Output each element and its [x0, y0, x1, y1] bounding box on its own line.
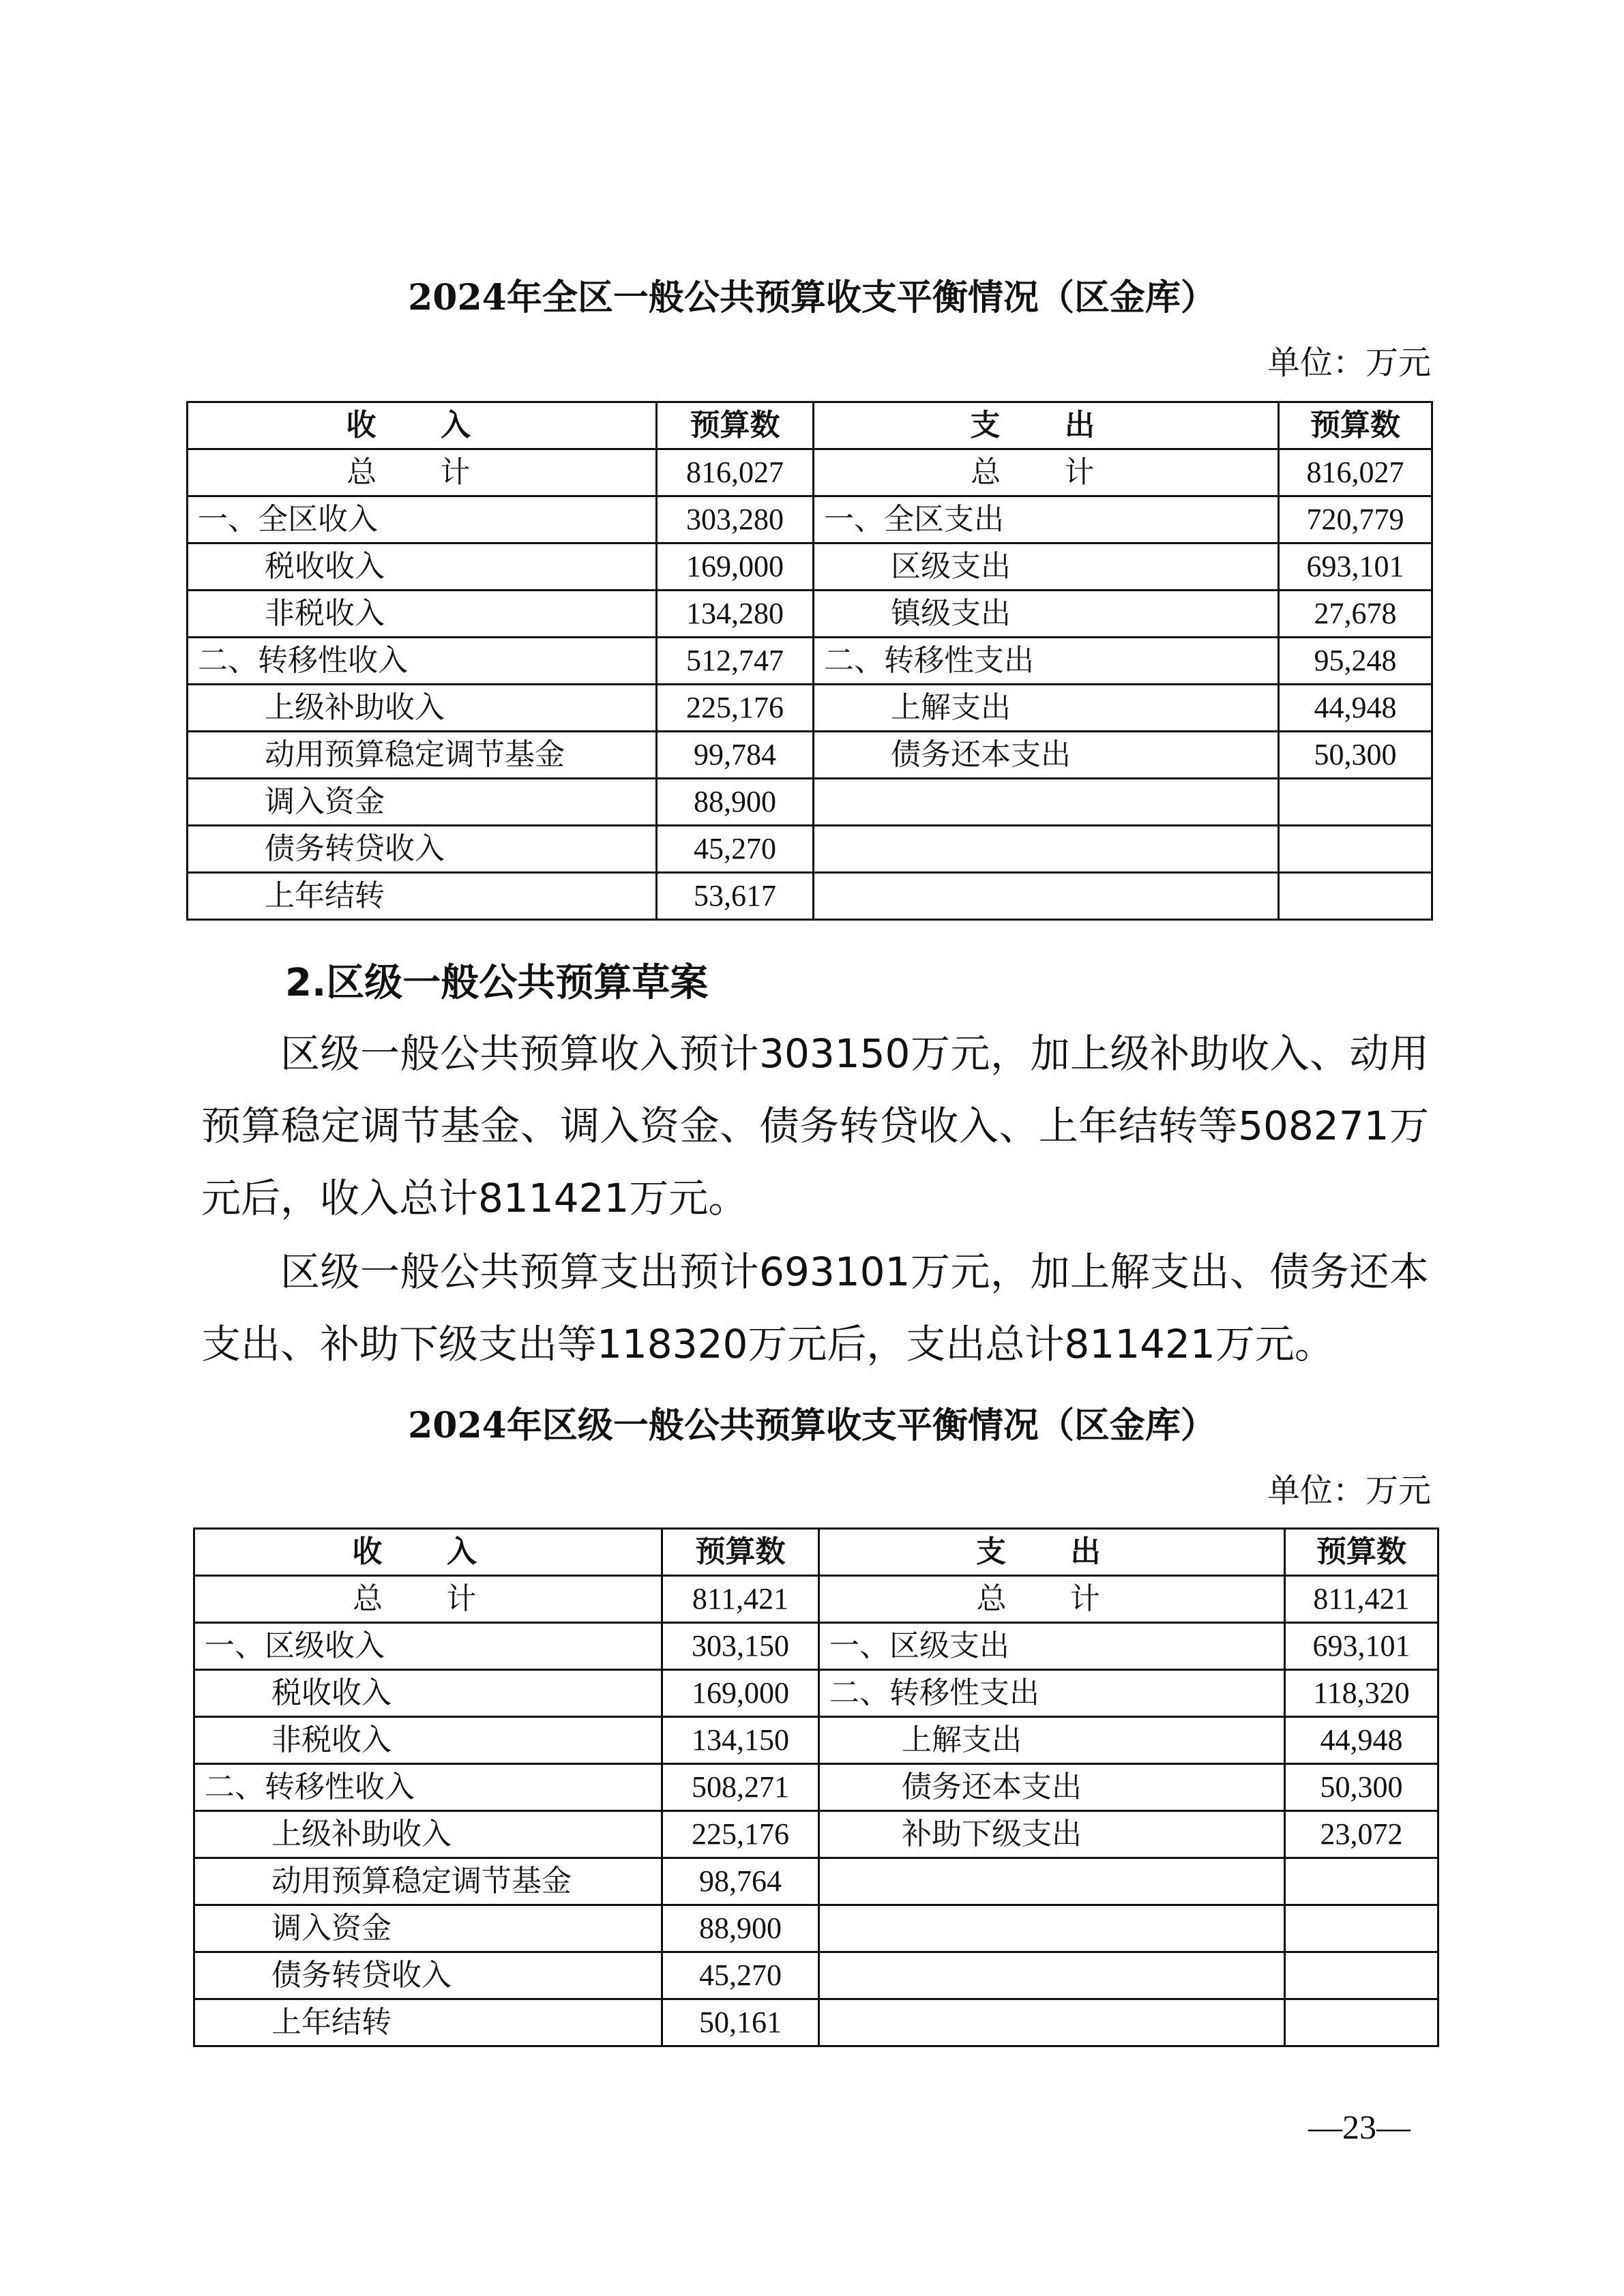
- table-row: [194, 1999, 1438, 2046]
- income-amount: 512,747: [657, 638, 814, 685]
- expenditure-amount: 27,678: [1279, 591, 1432, 638]
- table1-title: 2024年全区一般公共预算收支平衡情况（区金库）: [408, 277, 1216, 318]
- income-amount: 811,421: [662, 1576, 819, 1623]
- income-item: 债务转贷收入: [194, 1952, 662, 1999]
- expenditure-amount: 816,027: [1279, 449, 1432, 496]
- table-row: [194, 1717, 1438, 1764]
- income-item: 上级补助收入: [188, 685, 657, 732]
- table-row: [188, 779, 1432, 826]
- expenditure-item: 总 计: [819, 1576, 1285, 1623]
- table-row: [188, 591, 1432, 638]
- table-row: [194, 1811, 1438, 1858]
- table-row: [188, 732, 1432, 779]
- expenditure-amount: [1285, 1999, 1438, 2046]
- table-row: [194, 1764, 1438, 1811]
- table1-header-income-amount: 预算数: [657, 402, 814, 449]
- income-item: 上级补助收入: [194, 1811, 662, 1858]
- table-row: [194, 1952, 1438, 1999]
- expenditure-item: 二、转移性支出: [819, 1670, 1285, 1717]
- table1-header-income: 收 入: [188, 402, 657, 449]
- table1-unit: 单位：万元: [1267, 344, 1431, 382]
- expenditure-item: [819, 1858, 1285, 1905]
- table2-unit: 单位：万元: [1267, 1472, 1431, 1510]
- expenditure-amount: [1279, 873, 1432, 920]
- expenditure-item: 总 计: [814, 449, 1279, 496]
- income-amount: 53,617: [657, 873, 814, 920]
- expenditure-item: [814, 779, 1279, 826]
- income-amount: 169,000: [657, 543, 814, 591]
- expenditure-amount: 720,779: [1279, 496, 1432, 543]
- table2-header-expenditure: 支 出: [819, 1529, 1285, 1576]
- income-amount: 88,900: [662, 1905, 819, 1952]
- income-amount: 303,280: [657, 496, 814, 543]
- expenditure-amount: 23,072: [1285, 1811, 1438, 1858]
- expenditure-amount: [1285, 1858, 1438, 1905]
- table-row: [194, 1623, 1438, 1670]
- income-amount: 816,027: [657, 449, 814, 496]
- expenditure-item: 二、转移性支出: [814, 638, 1279, 685]
- income-item: 上年结转: [188, 873, 657, 920]
- expenditure-amount: [1279, 779, 1432, 826]
- income-item: 二、转移性收入: [188, 638, 657, 685]
- table1: [186, 401, 1433, 921]
- expenditure-amount: [1279, 826, 1432, 873]
- income-item: 调入资金: [188, 779, 657, 826]
- expenditure-item: [819, 1905, 1285, 1952]
- table-row: [188, 449, 1432, 496]
- income-item: 动用预算稳定调节基金: [194, 1858, 662, 1905]
- expenditure-item: 债务还本支出: [814, 732, 1279, 779]
- table-row: [188, 873, 1432, 920]
- table-row: [188, 638, 1432, 685]
- table-row: [188, 826, 1432, 873]
- expenditure-amount: 50,300: [1279, 732, 1432, 779]
- table-row: [194, 1670, 1438, 1717]
- expenditure-amount: 95,248: [1279, 638, 1432, 685]
- income-item: 上年结转: [194, 1999, 662, 2046]
- paragraph-expenditure: 区级一般公共预算支出预计693101万元，加上解支出、债务还本支出、补助下级支出等118320万元后，支出总计811421万元。: [201, 1249, 1429, 1367]
- expenditure-amount: [1285, 1952, 1438, 1999]
- expenditure-amount: 44,948: [1285, 1717, 1438, 1764]
- expenditure-amount: 44,948: [1279, 685, 1432, 732]
- table-row: [194, 1905, 1438, 1952]
- table1-header-row: [188, 402, 1432, 449]
- income-item: 二、转移性收入: [194, 1764, 662, 1811]
- expenditure-amount: 118,320: [1285, 1670, 1438, 1717]
- table-row: [188, 496, 1432, 543]
- income-amount: 508,271: [662, 1764, 819, 1811]
- table2-header-row: [194, 1529, 1438, 1576]
- table-row: [188, 543, 1432, 591]
- expenditure-item: 债务还本支出: [819, 1764, 1285, 1811]
- income-amount: 303,150: [662, 1623, 819, 1670]
- expenditure-item: 一、区级支出: [819, 1623, 1285, 1670]
- income-item: 非税收入: [188, 591, 657, 638]
- income-amount: 50,161: [662, 1999, 819, 2046]
- income-amount: 134,150: [662, 1717, 819, 1764]
- expenditure-item: 镇级支出: [814, 591, 1279, 638]
- expenditure-amount: 811,421: [1285, 1576, 1438, 1623]
- expenditure-item: 上解支出: [819, 1717, 1285, 1764]
- table1-header-expenditure-amount: 预算数: [1279, 402, 1432, 449]
- income-item: 总 计: [188, 449, 657, 496]
- table2: [193, 1527, 1439, 2047]
- expenditure-amount: 50,300: [1285, 1764, 1438, 1811]
- income-item: 总 计: [194, 1576, 662, 1623]
- income-amount: 225,176: [657, 685, 814, 732]
- income-amount: 88,900: [657, 779, 814, 826]
- income-amount: 169,000: [662, 1670, 819, 1717]
- income-amount: 134,280: [657, 591, 814, 638]
- table-row: [188, 685, 1432, 732]
- expenditure-amount: 693,101: [1285, 1623, 1438, 1670]
- section-heading: 2.区级一般公共预算草案: [285, 961, 709, 1005]
- expenditure-item: 区级支出: [814, 543, 1279, 591]
- income-item: 动用预算稳定调节基金: [188, 732, 657, 779]
- income-amount: 99,784: [657, 732, 814, 779]
- table1-header-expenditure: 支 出: [814, 402, 1279, 449]
- expenditure-item: [819, 1952, 1285, 1999]
- table2-header-income-amount: 预算数: [662, 1529, 819, 1576]
- expenditure-amount: [1285, 1905, 1438, 1952]
- income-item: 一、区级收入: [194, 1623, 662, 1670]
- table2-header-expenditure-amount: 预算数: [1285, 1529, 1438, 1576]
- income-item: 一、全区收入: [188, 496, 657, 543]
- income-amount: 98,764: [662, 1858, 819, 1905]
- expenditure-item: [814, 873, 1279, 920]
- income-item: 调入资金: [194, 1905, 662, 1952]
- table-row: [194, 1576, 1438, 1623]
- table2-header-income: 收 入: [194, 1529, 662, 1576]
- income-item: 税收收入: [194, 1670, 662, 1717]
- income-item: 税收收入: [188, 543, 657, 591]
- expenditure-item: 上解支出: [814, 685, 1279, 732]
- income-amount: 45,270: [662, 1952, 819, 1999]
- expenditure-item: 一、全区支出: [814, 496, 1279, 543]
- table2-title: 2024年区级一般公共预算收支平衡情况（区金库）: [408, 1405, 1216, 1446]
- income-amount: 45,270: [657, 826, 814, 873]
- expenditure-amount: 693,101: [1279, 543, 1432, 591]
- page-number: —23—: [1308, 2108, 1411, 2146]
- expenditure-item: [819, 1999, 1285, 2046]
- income-amount: 225,176: [662, 1811, 819, 1858]
- income-item: 非税收入: [194, 1717, 662, 1764]
- paragraph-income: 区级一般公共预算收入预计303150万元，加上级补助收入、动用预算稳定调节基金、调入资金、债务转贷收入、上年结转等508271万元后，收入总计811421万元。: [201, 1030, 1429, 1221]
- expenditure-item: [814, 826, 1279, 873]
- expenditure-item: 补助下级支出: [819, 1811, 1285, 1858]
- income-item: 债务转贷收入: [188, 826, 657, 873]
- table-row: [194, 1858, 1438, 1905]
